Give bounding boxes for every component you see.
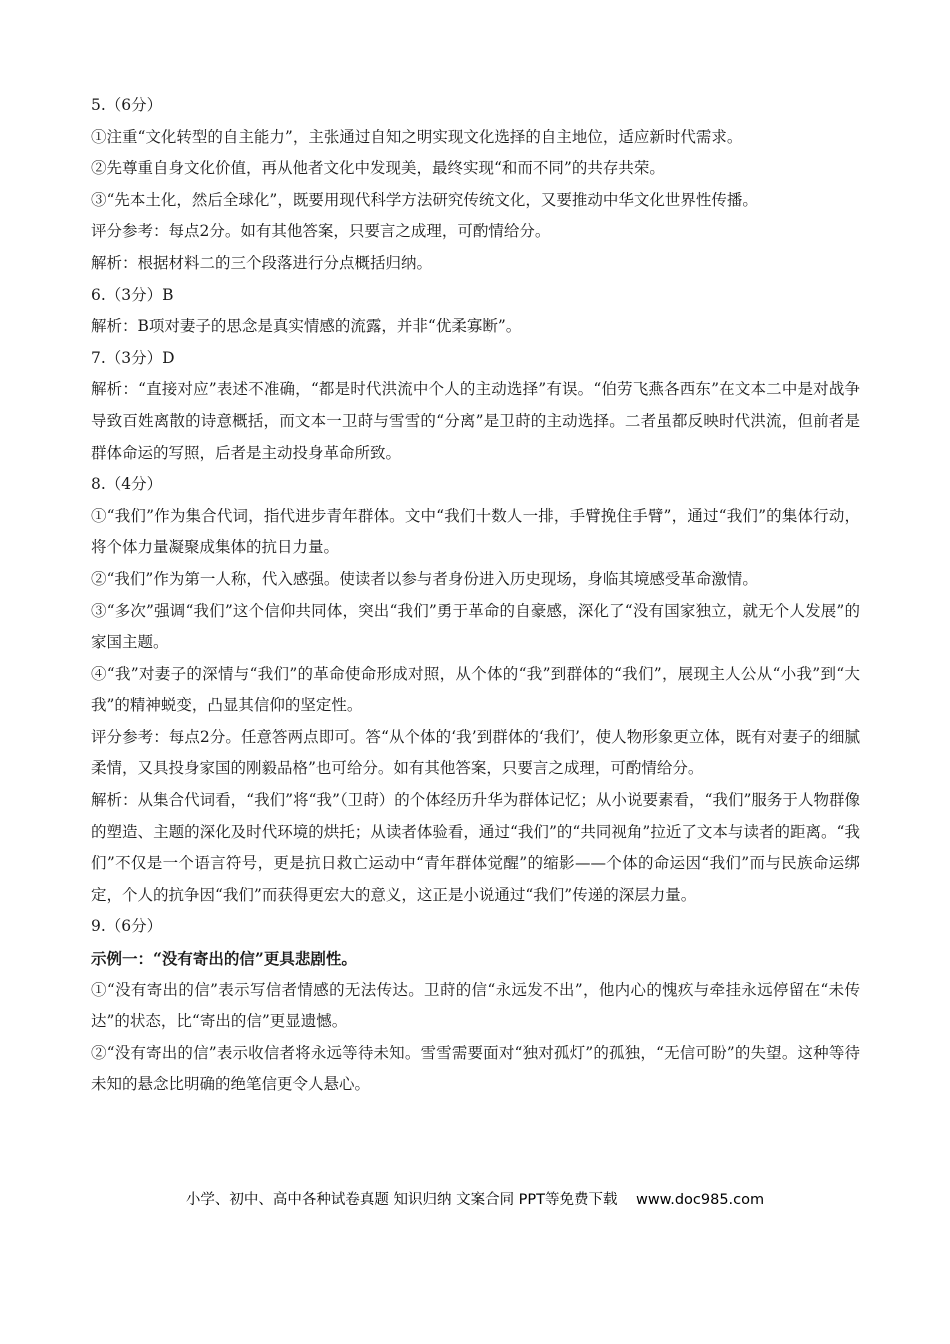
- paragraph: 6.（3分）B: [91, 285, 174, 304]
- paragraph: 解析：B项对妻子的思念是真实情感的流露，并非“优柔寡断”。: [91, 317, 522, 336]
- paragraph: 7.（3分）D: [91, 348, 175, 367]
- paragraph: ①“我们”作为集合代词，指代进步青年群体。文中“我们十数人一排，手臂挽住手臂”，通过“我们”的集体行动，将个体力量凝聚成集体的抗日力量。: [91, 506, 860, 557]
- paragraph: ①“没有寄出的信”表示写信者情感的无法传达。卫莳的信“永远发不出”，他内心的愧疚与牵挂永远停留在“未传达”的状态，比“寄出的信”更显遗憾。: [91, 980, 860, 1031]
- paragraph: 8.（4分）: [91, 475, 163, 494]
- paragraph: ③“先本土化，然后全球化”，既要用现代科学方法研究传统文化，又要推动中华文化世界性传播。: [91, 190, 758, 209]
- paragraph: ①注重“文化转型的自主能力”，主张通过自知之明实现文化选择的自主地位，适应新时代需求。: [91, 127, 743, 146]
- paragraph: 评分参考：每点2分。如有其他答案，只要言之成理，可酌情给分。: [91, 222, 551, 241]
- answer-content: [91, 90, 860, 1101]
- paragraph: 解析：从集合代词看，“我们”将“我”（卫莳）的个体经历升华为群体记忆；从小说要素看，“我们”服务于人物群像的塑造、主题的深化及时代环境的烘托；从读者体验看，通过“我们”的“共同视角”拉近了文本与读者的距离。“我们”不仅是一个语言符号，更是抗日救亡运动中“青年群体觉醒”的缩影——个体的命运因“我们”而与民族命运绑定，个人的抗争因“我们”而获得更宏大的意义，这正是小说通过“我们”传递的深层力量。: [91, 791, 860, 904]
- paragraph: 9.（6分）: [91, 917, 163, 936]
- paragraph: 评分参考：每点2分。任意答两点即可。答“从个体的‘我’到群体的‘我们’，使人物形象更立体，既有对妻子的细腻柔情，又具投身家国的刚毅品格”也可给分。如有其他答案，只要言之成理，可酌情给分。: [91, 727, 860, 778]
- paragraph: ③“多次”强调“我们”这个信仰共同体，突出“我们”勇于革命的自豪感，深化了“没有国家独立，就无个人发展”的家国主题。: [91, 601, 860, 652]
- paragraph: ②“没有寄出的信”表示收信者将永远等待未知。雪雪需要面对“独对孤灯”的孤独，“无信可盼”的失望。这种等待未知的悬念比明确的绝笔信更令人悬心。: [91, 1043, 860, 1094]
- bold-heading: 示例一：“没有寄出的信”更具悲剧性。: [91, 949, 357, 969]
- paragraph: ④“我”对妻子的深情与“我们”的革命使命形成对照，从个体的“我”到群体的“我们”，展现主人公从“小我”到“大我”的精神蜕变，凸显其信仰的坚定性。: [91, 664, 860, 715]
- paragraph: 5.（6分）: [91, 96, 163, 114]
- paragraph: ②“我们”作为第一人称，代入感强。使读者以参与者身份进入历史现场，身临其境感受革命激情。: [91, 569, 758, 588]
- paragraph: 解析：“直接对应”表述不准确，“都是时代洪流中个人的主动选择”有误。“伯劳飞燕各西东”在文本二中是对战争导致百姓离散的诗意概括，而文本一卫莳与雪雪的“分离”是卫莳的主动选择。二者虽都反映时代洪流，但前者是群体命运的写照，后者是主动投身革命所致。: [91, 380, 860, 462]
- page-footer: 小学、初中、高中各种试卷真题 知识归纳 文案合同 PPT等免费下载 www.doc985.com: [185, 1192, 765, 1208]
- paragraph: ②先尊重自身文化价值，再从他者文化中发现美，最终实现“和而不同”的共存共荣。: [91, 159, 665, 178]
- paragraph: 解析：根据材料二的三个段落进行分点概括归纳。: [91, 253, 433, 272]
